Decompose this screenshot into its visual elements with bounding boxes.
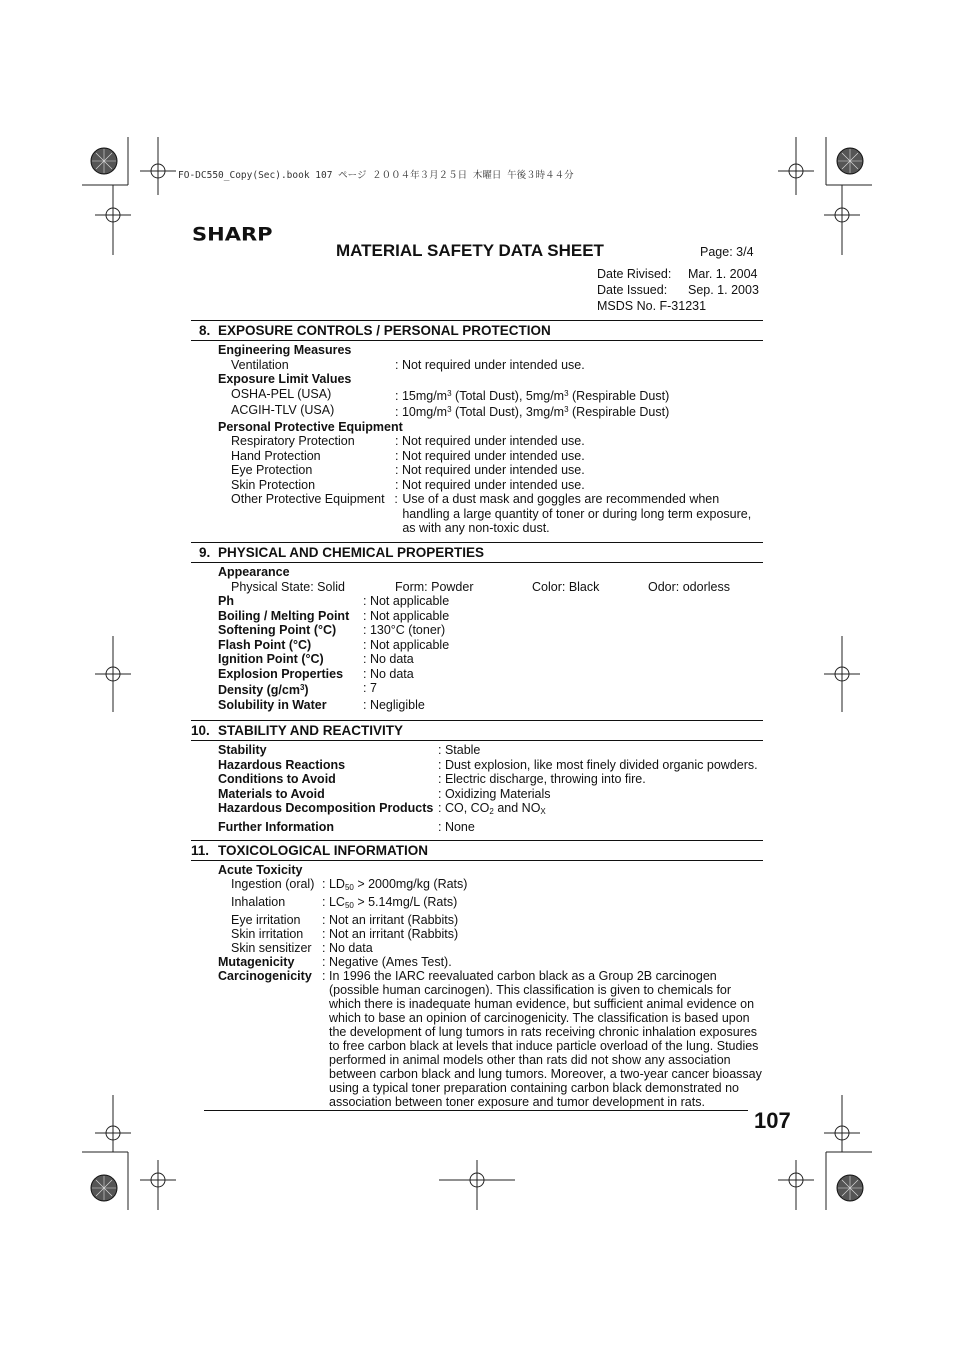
physical-state: Physical State: Solid (231, 579, 345, 594)
field-row (191, 652, 763, 667)
field-row (191, 667, 763, 682)
section-8-header (191, 320, 763, 341)
field-row (191, 594, 763, 609)
field-label: Carcinogenicity (218, 969, 312, 983)
field-value (395, 387, 669, 404)
meta-value: Sep. 1. 2003 (688, 283, 759, 297)
field-label: Skin Protection (231, 477, 316, 492)
section-title: PHYSICAL AND CHEMICAL PROPERTIES (218, 545, 485, 560)
field-value: : Not required under intended use. (395, 463, 585, 477)
field-value: : Stable (438, 743, 481, 757)
field-label: Conditions to Avoid (218, 772, 336, 786)
subscript: 50 (344, 883, 354, 892)
value-part: : 15mg/m (395, 388, 448, 403)
superscript: 3 (299, 683, 305, 692)
field-label: Skin sensitizer (231, 941, 312, 955)
subheading: Appearance (218, 565, 290, 579)
msds-number: MSDS No. F-31231 (597, 299, 707, 313)
value-part: (Total Dust), 3mg/m (451, 405, 565, 419)
value-part: : LC (322, 895, 345, 909)
section-8 (191, 320, 763, 536)
subscript: 2 (489, 807, 494, 816)
field-label: Softening Point (°C) (218, 623, 337, 637)
superscript: 3 (564, 388, 569, 398)
section-9-header (191, 542, 763, 563)
subheading: Engineering Measures (218, 343, 352, 357)
section-title: TOXICOLOGICAL INFORMATION (218, 843, 428, 858)
section-title: STABILITY AND REACTIVITY (218, 723, 404, 738)
meta-value: Mar. 1. 2004 (688, 267, 758, 281)
field-label: Eye Protection (231, 463, 313, 477)
field-value (322, 877, 467, 895)
field-row (191, 403, 763, 420)
appearance-row (191, 580, 763, 595)
field-value (395, 403, 669, 420)
subscript: 50 (344, 901, 354, 910)
color: Color: Black (532, 579, 600, 594)
section-number: 9. (199, 545, 211, 560)
field-row (191, 609, 763, 624)
label-part: ) (304, 683, 309, 697)
subheading: Acute Toxicity (218, 863, 303, 877)
field-row (191, 801, 763, 820)
field-value (438, 801, 546, 820)
field-colon: : (394, 492, 398, 506)
document-title: MATERIAL SAFETY DATA SHEET (336, 241, 604, 260)
field-value: : Electric discharge, throwing into fire. (438, 772, 646, 786)
field-label (218, 681, 363, 698)
field-value: : Not applicable (363, 594, 450, 608)
field-value: : No data (363, 652, 414, 666)
superscript: 3 (564, 405, 569, 414)
field-row (191, 358, 763, 373)
field-value: : Dust explosion, like most finely divided organic powders. (438, 757, 758, 772)
field-label: Hazardous Reactions (218, 757, 346, 772)
field-label: Materials to Avoid (218, 786, 325, 801)
field-value: : Not an irritant (Rabbits) (322, 927, 459, 941)
field-row (191, 434, 763, 449)
value-part: : 10mg/m (395, 405, 448, 419)
field-value: : No data (322, 941, 373, 955)
section-11-header (191, 840, 763, 861)
field-value: In 1996 the IARC reevaluated carbon black as a Group 2B carcinogen (possible human carcinogen). This classification is given to chemicals for which there is inadequate human evidence, but sufficient animal evidence on which to base an opinion of carcinogenicity. The classification is based upon the development of lung tumors in rats receiving chronic inhalation exposures to free carbon black at levels that induce particle overload of the lung. Studies performed in animal models other than rats did not show any association between carbon black and lung tumors. Moreover, a two-year cancer bioassay using a typical toner preparation containing carbon black demonstrated no association between toner exposure and tumor development in rats. (329, 969, 762, 1109)
value-part: : LD (322, 877, 345, 891)
field-value: : Not required under intended use. (395, 434, 585, 448)
field-value: : None (438, 819, 475, 834)
label-part: Density (g/cm (218, 683, 300, 697)
field-row (191, 772, 763, 787)
field-row (191, 681, 763, 698)
field-row (191, 387, 763, 404)
subheading: Personal Protective Equipment (218, 419, 403, 434)
field-value: Use of a dust mask and goggles are recommended when handling a large quantity of toner or during long term exposure, as with any non-toxic dust. (402, 492, 752, 535)
field-row (191, 927, 763, 941)
field-value: : Oxidizing Materials (438, 786, 551, 801)
value-part: : CO, CO (438, 801, 490, 815)
field-label: Solubility in Water (218, 697, 327, 712)
page-indicator: Page: 3/4 (700, 245, 754, 259)
field-row (191, 955, 763, 969)
field-value: : Not applicable (363, 608, 450, 623)
value-part: > 5.14mg/L (Rats) (353, 895, 458, 909)
field-label: ACGIH-TLV (USA) (231, 403, 335, 417)
field-label: Respiratory Protection (231, 434, 355, 448)
field-value: : Negligible (363, 697, 425, 712)
field-row (191, 698, 763, 713)
field-row (191, 623, 763, 638)
field-row (191, 463, 763, 478)
field-label: Skin irritation (231, 927, 304, 941)
section-number: 10. (191, 723, 210, 738)
meta-label: Date Issued: (597, 283, 668, 297)
field-label: Hazardous Decomposition Products (218, 801, 434, 815)
value-part: and NO (493, 801, 541, 815)
section-9 (191, 542, 763, 712)
section-title: EXPOSURE CONTROLS / PERSONAL PROTECTION (218, 323, 551, 338)
field-row (191, 895, 763, 913)
superscript: 3 (447, 388, 452, 398)
field-row (191, 820, 763, 835)
section-number: 11. (191, 843, 210, 858)
field-value (322, 895, 457, 913)
document-meta (597, 266, 759, 314)
superscript: 3 (447, 405, 452, 414)
value-part: > 2000mg/kg (Rats) (353, 877, 468, 891)
value-part: (Total Dust), 5mg/m (451, 388, 565, 403)
field-label: Mutagenicity (218, 955, 295, 969)
field-row (191, 449, 763, 464)
field-value: : Not required under intended use. (395, 448, 585, 463)
field-label: Further Information (218, 819, 334, 834)
field-label: Other Protective Equipment (231, 492, 385, 506)
field-label: Ingestion (oral) (231, 877, 315, 891)
field-label: Eye irritation (231, 913, 301, 927)
field-value: : No data (363, 666, 414, 681)
field-row (191, 913, 763, 927)
meta-row (597, 282, 759, 298)
field-value: : Not applicable (363, 637, 450, 652)
field-value: : 7 (363, 681, 377, 695)
field-label: Ph (218, 594, 234, 608)
value-part: (Respirable Dust) (568, 388, 670, 403)
print-header: FO-DC550_Copy(Sec).book 107 ページ ２００４年３月２５日 木曜日 午後３時４４分 (178, 170, 574, 181)
field-value: : Negative (Ames Test). (322, 955, 452, 969)
field-label: Ignition Point (°C) (218, 652, 324, 666)
field-row (191, 969, 763, 1109)
field-colon: : (322, 969, 326, 983)
section-number: 8. (199, 323, 211, 338)
field-row (191, 787, 763, 802)
field-label: Boiling / Melting Point (218, 608, 350, 623)
field-label: Stability (218, 743, 267, 757)
field-label: Flash Point (°C) (218, 637, 312, 652)
field-row (191, 638, 763, 653)
form: Form: Powder (395, 579, 474, 594)
field-label: Explosion Properties (218, 666, 344, 681)
field-label: OSHA-PEL (USA) (231, 386, 332, 401)
field-row (191, 478, 763, 493)
field-row (191, 877, 763, 895)
meta-row (597, 298, 759, 314)
field-row (191, 492, 763, 536)
field-label: Hand Protection (231, 448, 321, 463)
meta-row (597, 266, 759, 282)
subscript: X (540, 807, 546, 816)
field-label: Inhalation (231, 895, 286, 909)
section-10 (191, 720, 763, 834)
field-row (191, 743, 763, 758)
field-row (191, 758, 763, 773)
field-label: Ventilation (231, 357, 289, 372)
odor: Odor: odorless (648, 579, 730, 594)
field-value: : Not required under intended use. (395, 357, 585, 372)
value-part: (Respirable Dust) (568, 405, 670, 419)
page-number: 107 (754, 1108, 791, 1133)
subheading: Exposure Limit Values (218, 372, 352, 386)
footer-rule (204, 1110, 748, 1111)
field-value: : 130°C (toner) (363, 623, 446, 637)
meta-label: Date Rivised: (597, 267, 672, 281)
field-row (191, 941, 763, 955)
field-value: : Not required under intended use. (395, 477, 585, 492)
sharp-logo: SHARP (192, 223, 273, 245)
field-value: : Not an irritant (Rabbits) (322, 913, 459, 927)
section-10-header (191, 720, 763, 741)
section-11 (191, 840, 763, 1109)
